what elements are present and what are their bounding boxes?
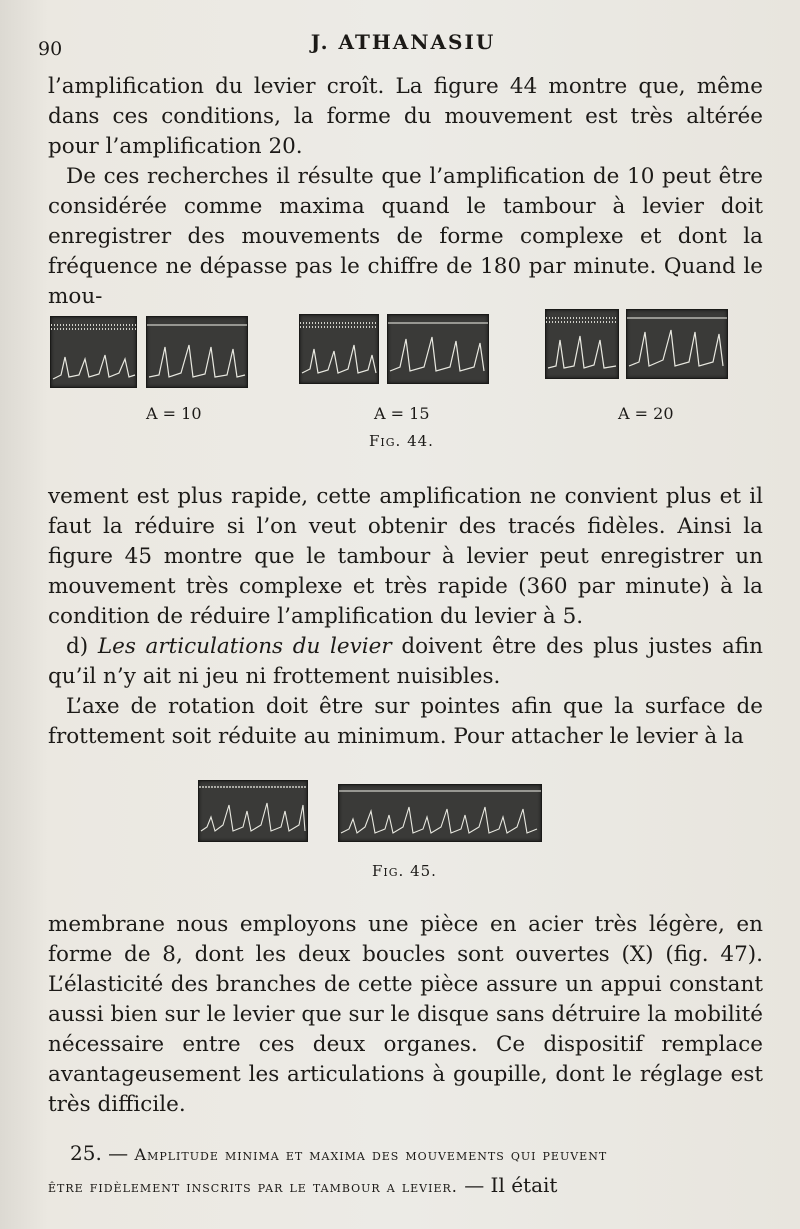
- paragraph-2: De ces recherches il résulte que l’amplification de 10 peut être considérée comme maxima quand le tambour à levier doit enregistrer des mouvements de forme complexe et dont la fréquence ne dépasse pas le chiffre de 180 par minute. Quand le mou-: [48, 164, 763, 309]
- trace-a10-left: [50, 316, 137, 388]
- paragraph-5: L’axe de rotation doit être sur pointes afin que la surface de frottement soit réduite au minimum. Pour attacher le levier à la: [48, 694, 763, 749]
- fig45-caption: Fig. 45.: [372, 862, 437, 880]
- section-tail: — Il était: [464, 1173, 558, 1197]
- running-title: J. ATHANASIU: [310, 30, 496, 54]
- paragraph-4-prefix: d): [66, 634, 98, 659]
- page-header: [38, 28, 768, 58]
- fig44-label-a20: A = 20: [618, 404, 674, 423]
- trace-a15-left: [299, 314, 379, 384]
- trace-fig45-left: [198, 780, 308, 842]
- section-dash: —: [108, 1141, 129, 1165]
- paragraph-4-italic: Les articulations du levier: [97, 634, 392, 659]
- trace-a20-right: [626, 309, 728, 379]
- trace-a10-right: [146, 316, 248, 388]
- fig44-label-a10: A = 10: [146, 404, 202, 423]
- fig44-label-a15: A = 15: [374, 404, 430, 423]
- paragraph-1: l’amplification du levier croît. La figure 44 montre que, même dans ces conditions, la forme du mouvement est très altérée pour l’amplification 20.: [48, 74, 763, 159]
- paragraph-6: membrane nous employons une pièce en acier très légère, en forme de 8, dont les deux boucles sont ouvertes (X) (fig. 47). L’élasticité des branches de cette pièce assure un appui constant aussi bien sur le levier que sur le disque sans détruire la mobilité nécessaire entre ces deux organes. Ce dispositif remplace avantageusement les articulations à goupille, dont le réglage est très difficile.: [48, 912, 763, 1117]
- fig44-caption: Fig. 44.: [369, 432, 434, 450]
- trace-a20-left: [545, 309, 619, 379]
- section-number: 25.: [70, 1141, 102, 1165]
- section-25-line1: [48, 1138, 763, 1170]
- section-25-heading: [48, 1138, 763, 1202]
- paragraph-4: [48, 632, 763, 692]
- section-25-line2: [48, 1170, 763, 1202]
- page-number: 90: [38, 38, 63, 60]
- paragraph-4-rest: doivent être des plus justes afin qu’il n’y ait ni jeu ni frottement nuisibles.: [48, 634, 763, 689]
- section-title-line1: Amplitude minima et maxima des mouvements qui peuvent: [134, 1145, 608, 1164]
- trace-fig45-right: [338, 784, 542, 842]
- section-title-line2: être fidèlement inscrits par le tambour a levier.: [48, 1177, 458, 1196]
- trace-a15-right: [387, 314, 489, 384]
- paragraph-3: vement est plus rapide, cette amplification ne convient plus et il faut la réduire si l’on veut obtenir des tracés fidèles. Ainsi la figure 45 montre que le tambour à levier peut enregistrer un mouvement très complexe et très rapide (360 par minute) à la condition de réduire l’amplification du levier à 5.: [48, 484, 763, 629]
